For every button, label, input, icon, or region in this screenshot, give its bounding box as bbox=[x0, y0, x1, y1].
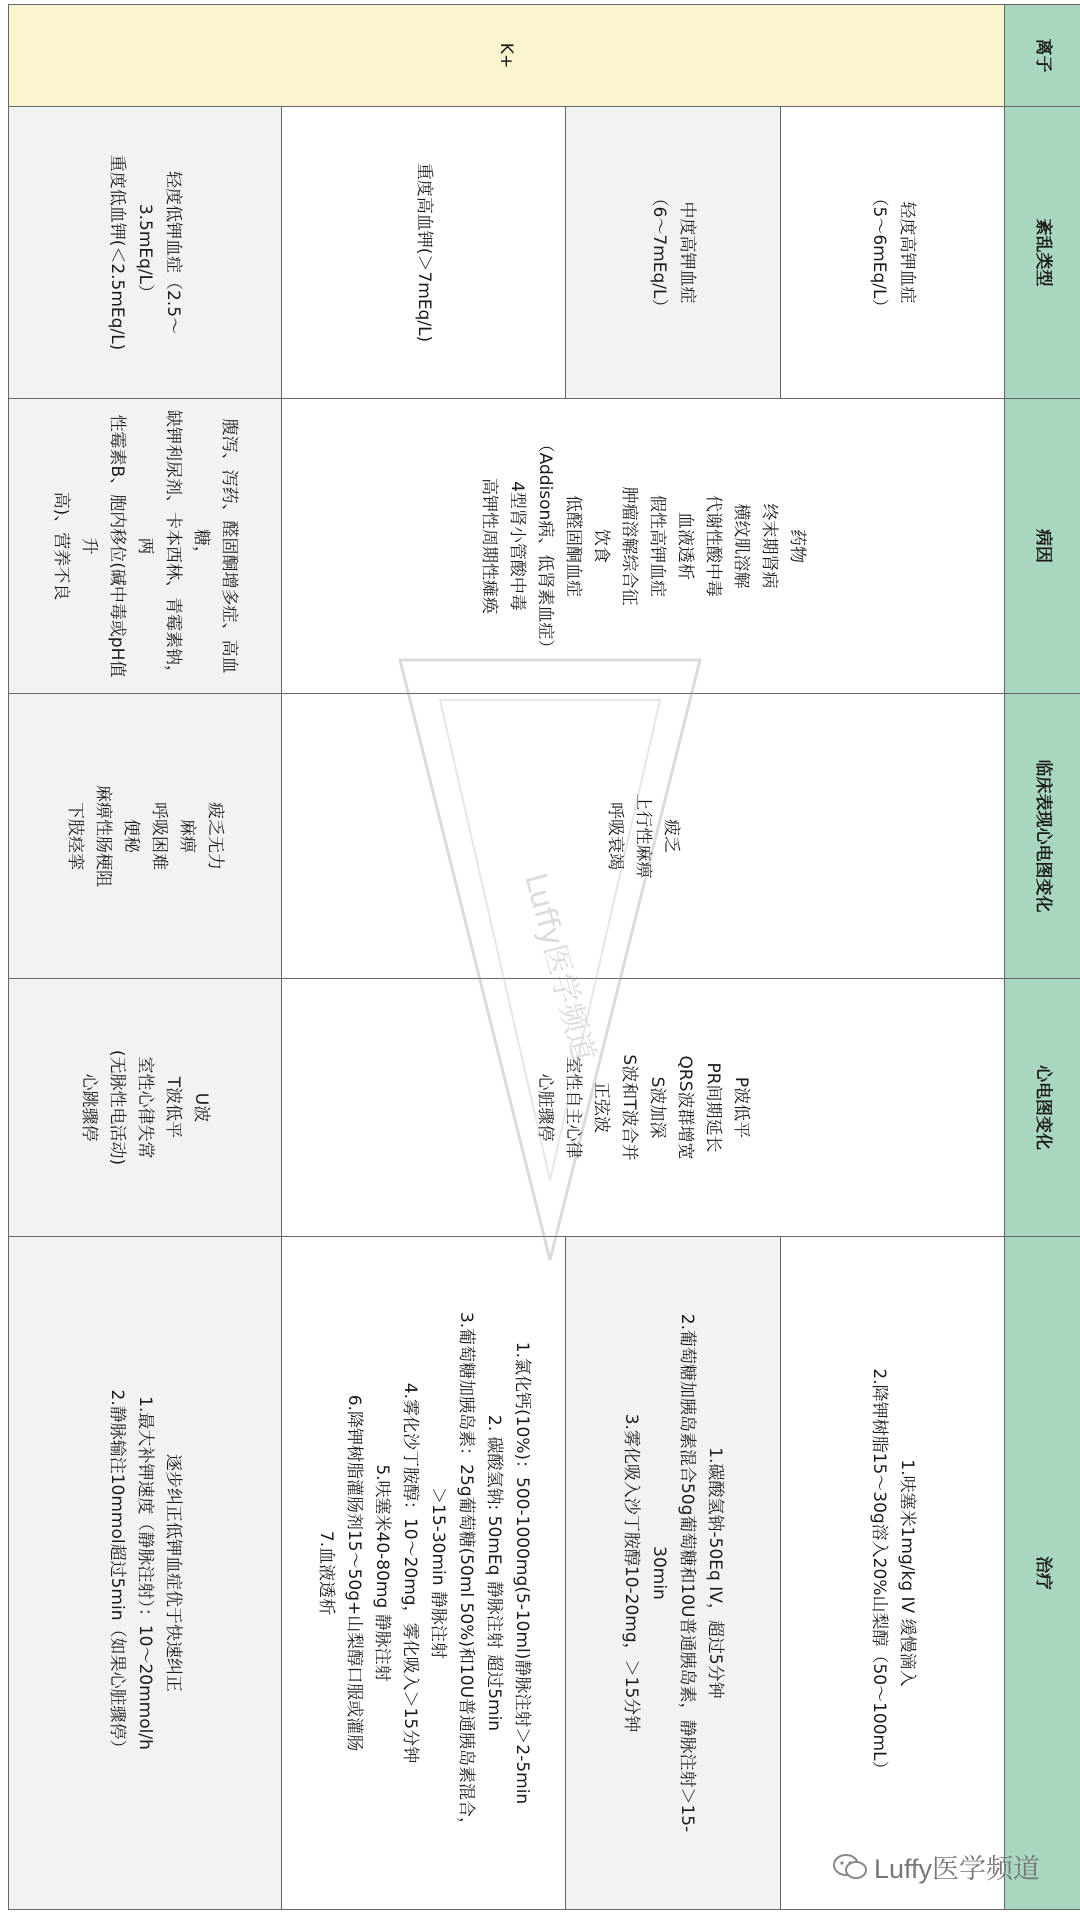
cause-line: 高)、营养不良 bbox=[51, 491, 71, 601]
ecg-line: U波 bbox=[191, 1092, 212, 1123]
ecg-line: T波低平 bbox=[163, 1076, 184, 1139]
cause-line: （Addison病、低肾素血症） bbox=[534, 435, 555, 657]
clinical-hyper bbox=[282, 694, 1005, 979]
treatment-line: 2.降钾树脂15～30g溶入20%山梨醇（50～100mL） bbox=[868, 1368, 889, 1778]
header-ion: 离子 bbox=[1004, 5, 1080, 107]
row-mild-hyperkalemia bbox=[781, 5, 1005, 1910]
clinical-line: 麻痹 bbox=[177, 819, 198, 853]
treatment-line: 1.呋塞米1mg/kg IV 缓慢滴入 bbox=[896, 1459, 917, 1687]
wechat-icon bbox=[832, 1853, 868, 1881]
ecg-line: S波和T波合并 bbox=[619, 1054, 640, 1161]
treatment-severe bbox=[282, 1237, 566, 1910]
treatment-line: 1.碳酸氢钠-50Eq IV，超过5分钟 bbox=[705, 1447, 726, 1699]
header-type: 紊乱类型 bbox=[1004, 107, 1080, 399]
ecg-line: 室性心律失常 bbox=[135, 1056, 156, 1159]
ecg-line: 正弦波 bbox=[591, 1082, 612, 1133]
treatment-line: 2.葡萄糖加胰岛素混合50g葡萄糖和10U普通胰岛素，静脉注射＞15- bbox=[677, 1313, 698, 1833]
treatment-line: 3.葡萄糖加胰岛素：25g葡萄糖(50ml 50%)和10U普通胰岛素混合， bbox=[455, 1311, 476, 1835]
ecg-hypo bbox=[9, 979, 282, 1237]
type-line: 轻度低钾血症（2.5～ bbox=[163, 170, 184, 335]
treatment-line: 5.呋塞米40-80mg 静脉注射 bbox=[371, 1464, 392, 1682]
ecg-line: PR间期延长 bbox=[703, 1062, 724, 1153]
clinical-line: 呼吸困难 bbox=[149, 802, 170, 870]
cause-line: 缺钾利尿剂、卡本西林、青霉素钠，两 bbox=[135, 410, 184, 682]
treatment-line: 2. 碳酸氢钠: 50mEq 静脉注射 超过5min bbox=[483, 1414, 504, 1732]
cause-line: 4型肾小管酸中毒 bbox=[506, 481, 527, 611]
clinical-line: 下肢痉挛 bbox=[65, 802, 86, 870]
clinical-line: 麻痹性肠梗阻 bbox=[93, 785, 114, 887]
clinical-line: 疲乏 bbox=[661, 819, 682, 853]
clinical-line: 上行性麻痹 bbox=[633, 793, 654, 879]
type-line: 重度低血钾(＜2.5mEq/L) bbox=[107, 154, 128, 351]
type-hypo bbox=[9, 107, 282, 399]
header-ecg: 心电图变化 bbox=[1004, 979, 1080, 1237]
ion-cell: K+ bbox=[9, 5, 1005, 107]
type-line: （6～7mEq/L） bbox=[649, 189, 670, 316]
watermark bbox=[832, 1847, 1040, 1886]
ecg-line: QRS波群增宽 bbox=[675, 1055, 696, 1160]
type-moderate-hyper bbox=[566, 107, 781, 399]
cause-line: 假性高钾血症 bbox=[647, 495, 668, 597]
ecg-line: 心跳骤停 bbox=[79, 1073, 100, 1142]
cause-line: 代谢性酸中毒 bbox=[703, 495, 724, 597]
treatment-line: 7.血液透析 bbox=[315, 1530, 336, 1616]
cause-line: 肿瘤溶解综合征 bbox=[619, 486, 640, 606]
clinical-line: 便秘 bbox=[121, 819, 142, 853]
header-cause: 病因 bbox=[1004, 399, 1080, 694]
treatment-line: 2.静脉输注10mmol超过5min（如果心脏骤停） bbox=[107, 1389, 128, 1757]
ecg-hyper bbox=[282, 979, 1005, 1237]
cause-line: 性霉素B、胞内移位(碱中毒或pH值升 bbox=[79, 414, 128, 678]
cause-hypo bbox=[9, 399, 282, 694]
header-treatment: 治疗 bbox=[1004, 1237, 1080, 1910]
table-container bbox=[8, 4, 1080, 1909]
watermark-text: Luffy医学频道 bbox=[873, 1854, 1040, 1884]
cause-line: 血液透析 bbox=[675, 512, 696, 580]
cause-line: 药物 bbox=[787, 529, 808, 563]
cause-line: 腹泻、泻药、醛固酮增多症、高血糖， bbox=[191, 418, 240, 674]
cause-line: 横纹肌溶解 bbox=[731, 503, 752, 589]
treatment-mild bbox=[781, 1237, 1005, 1910]
type-line: 3.5mEq/L） bbox=[135, 203, 156, 302]
cause-line: 高钾性周期性瘫痪 bbox=[478, 478, 499, 614]
clinical-line: 疲乏无力 bbox=[205, 802, 226, 870]
treatment-line: 1.氯化钙(10%)：500-1000mg(5-10ml)静脉注射＞2-5min bbox=[512, 1341, 533, 1805]
cause-line: 饮食 bbox=[591, 529, 612, 563]
clinical-hypo bbox=[9, 694, 282, 979]
ecg-line: 室性自主心律 bbox=[562, 1056, 583, 1159]
cause-line: 终末期肾病 bbox=[759, 503, 780, 589]
type-line: 重度高血钾(＞7mEq/L) bbox=[413, 162, 434, 343]
watermark-overlay-text: Luffy医学频道 bbox=[517, 869, 602, 1066]
clinical-line: 呼吸衰竭 bbox=[605, 802, 626, 870]
type-line: （5～6mEq/L） bbox=[868, 189, 889, 316]
treatment-hypo bbox=[9, 1237, 282, 1910]
type-severe-hyper bbox=[282, 107, 566, 399]
potassium-disorder-table bbox=[8, 4, 1080, 1910]
type-mild-hyper bbox=[781, 107, 1005, 399]
treatment-line: 1.最大补钾速度（静脉注射）：10～20mmol/h bbox=[135, 1396, 156, 1750]
treatment-line: 逐步纠正低钾血症优于快速纠正 bbox=[163, 1454, 184, 1692]
ecg-line: P波低平 bbox=[731, 1076, 752, 1139]
treatment-line: 30min bbox=[649, 1546, 670, 1600]
treatment-moderate bbox=[566, 1237, 781, 1910]
type-line: 中度高钾血症 bbox=[677, 201, 698, 304]
treatment-line: 4.雾化沙丁胺醇：10～20mg，雾化吸入＞15分钟 bbox=[399, 1382, 420, 1764]
ecg-line: S波加深 bbox=[647, 1076, 668, 1139]
treatment-line: 3.雾化吸入沙丁胺醇10-20mg，＞15分钟 bbox=[621, 1413, 642, 1733]
treatment-line: 6.降钾树脂灌肠剂15～50g+山梨醇口服或灌肠 bbox=[343, 1394, 364, 1752]
header-row bbox=[1004, 5, 1080, 1910]
type-line: 轻度高钾血症 bbox=[896, 201, 917, 304]
cause-hyper bbox=[282, 399, 1005, 694]
header-clinical: 临床表现心电图变化 bbox=[1004, 694, 1080, 979]
row-hypokalemia bbox=[9, 5, 282, 1910]
ecg-line: 心脏骤停 bbox=[534, 1073, 555, 1142]
cause-line: 低醛固酮血症 bbox=[562, 495, 583, 597]
ecg-line: (无脉性电活动) bbox=[107, 1049, 128, 1166]
treatment-line: ＞15-30min 静脉注射 bbox=[427, 1487, 448, 1659]
rotated-page bbox=[8, 4, 1080, 1909]
